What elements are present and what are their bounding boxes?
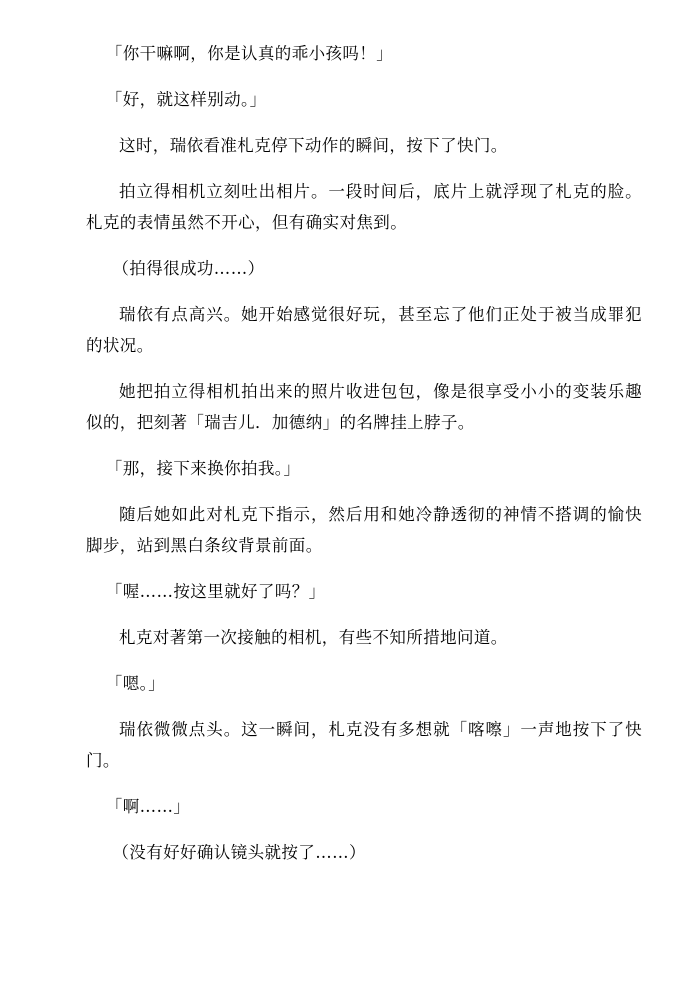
paragraph: 「那，接下来换你拍我。」 [105,459,301,478]
paragraph: （没有好好确认镜头就按了……） [112,843,366,862]
paragraph: （拍得很成功……） [112,259,265,278]
paragraph: 拍立得相机立刻吐出相片。一段时间后，底片上就浮现了札克的脸。札克的表情虽然不开心，但有确实对焦到。 [86,182,642,232]
paragraph: 这时，瑞依看准札克停下动作的瞬间，按下了快门。 [119,136,508,155]
paragraph: 瑞依有点高兴。她开始感觉很好玩，甚至忘了他们正处于被当成罪犯的状况。 [86,305,642,355]
paragraph: 「啊……」 [105,797,191,816]
paragraph: 「喔……按这里就好了吗？」 [105,582,326,601]
paragraph: 瑞依微微点头。这一瞬间，札克没有多想就「喀嚓」一声地按下了快门。 [86,720,642,770]
paragraph: 「嗯。」 [105,674,166,693]
novel-body-text [86,38,642,868]
paragraph: 札克对著第一次接触的相机，有些不知所措地问道。 [119,628,508,647]
paragraph: 「你干嘛啊，你是认真的乖小孩吗！」 [105,44,394,63]
paragraph: 她把拍立得相机拍出来的照片收进包包，像是很享受小小的变装乐趣似的，把刻著「瑞吉儿．加德纳」的名牌挂上脖子。 [86,382,642,432]
paragraph: 「好，就这样别动。」 [105,90,267,109]
paragraph: 随后她如此对札克下指示，然后用和她冷静透彻的神情不搭调的愉快脚步，站到黑白条纹背景前面。 [86,505,642,555]
